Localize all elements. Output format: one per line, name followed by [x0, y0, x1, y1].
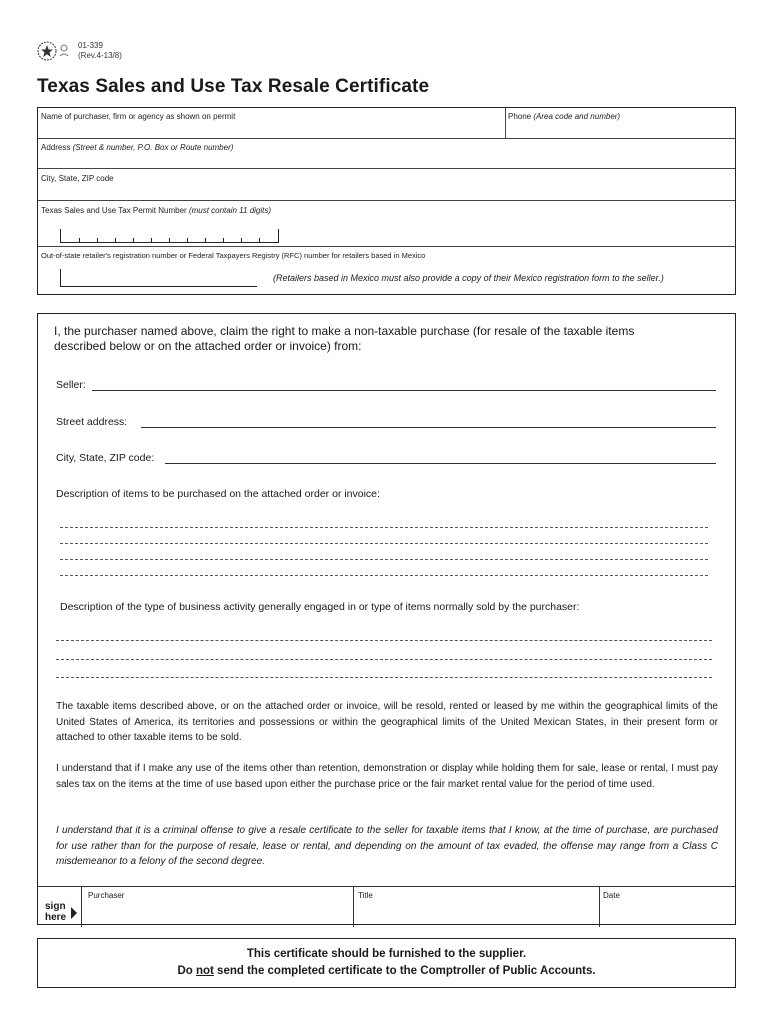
- sign-text: sign: [45, 901, 66, 912]
- business-description-label: Description of the type of business activity generally engaged in or type of items normally sold by the purchaser:: [60, 601, 580, 613]
- city-row: [38, 168, 735, 201]
- address-label-group: [41, 143, 233, 152]
- mexico-note: (Retailers based in Mexico must also provide a copy of their Mexico registration form to the seller.): [273, 273, 664, 283]
- out-of-state-number-field[interactable]: [60, 269, 257, 287]
- items-description-line[interactable]: [60, 527, 708, 528]
- out-of-state-label: Out-of-state retailer's registration number or Federal Taxpayers Registry (RFC) number for retailers based in Mexico: [41, 251, 426, 260]
- page-title: Texas Sales and Use Tax Resale Certificate: [37, 76, 430, 97]
- business-description-line[interactable]: [56, 659, 712, 660]
- claim-section: [37, 313, 736, 925]
- items-description-line[interactable]: [60, 543, 708, 544]
- permit-number-field[interactable]: [60, 229, 279, 243]
- phone-label: Phone: [508, 112, 532, 121]
- digit-tick: [205, 238, 206, 242]
- arrow-right-icon: [71, 907, 77, 919]
- date-label: Date: [603, 891, 620, 900]
- permit-hint: (must contain 11 digits): [188, 206, 272, 215]
- purchaser-signature-field[interactable]: [82, 887, 352, 927]
- permit-label: Texas Sales and Use Tax Permit Number: [41, 206, 187, 215]
- purchaser-info-section: [37, 107, 736, 295]
- digit-tick: [79, 238, 80, 242]
- purchaser-name-row: [38, 108, 735, 139]
- digit-tick: [187, 238, 188, 242]
- phone-label-group: [508, 112, 620, 121]
- digit-tick: [133, 238, 134, 242]
- form-number: 01-339: [78, 41, 103, 50]
- street-address-label: Street address:: [56, 416, 128, 428]
- title-field[interactable]: [354, 887, 598, 927]
- claim-statement: I, the purchaser named above, claim the right to make a non-taxable purchase (for resale of the taxable items described below or on the attached order or invoice) from:: [54, 324, 635, 353]
- address-label: Address: [41, 143, 71, 152]
- use-tax-statement: I understand that if I make any use of the items other than retention, demonstration or display while holding them for sale, lease or rental, I must pay sales tax on the items at the time of use based upon either the purchase price or the fair market rental value for the period of time used.: [56, 763, 718, 790]
- sign-here-badge: [41, 893, 73, 921]
- purchaser-signature-label: Purchaser: [88, 891, 125, 900]
- address-row: [38, 138, 735, 169]
- street-address-input-line[interactable]: [141, 427, 716, 428]
- items-description-label: Description of items to be purchased on the attached order or invoice:: [56, 488, 380, 500]
- city-label: City, State, ZIP code: [41, 174, 114, 183]
- title-label: Title: [358, 891, 373, 900]
- items-description-line[interactable]: [60, 559, 708, 560]
- signature-row: [38, 886, 735, 927]
- purchaser-name-label: Name of purchaser, firm or agency as shown on permit: [41, 112, 236, 121]
- date-field[interactable]: [600, 887, 735, 927]
- digit-tick-end: [278, 229, 279, 242]
- digit-tick: [259, 238, 260, 242]
- digit-tick: [115, 238, 116, 242]
- business-description-line[interactable]: [56, 640, 712, 641]
- footer-line-1: This certificate should be furnished to the supplier.: [246, 948, 527, 960]
- footer-not-emphasis: not: [195, 965, 214, 977]
- form-revision: (Rev.4-13/8): [78, 51, 122, 60]
- permit-label-group: [41, 206, 271, 215]
- business-description-line[interactable]: [56, 677, 712, 678]
- digit-tick: [151, 238, 152, 242]
- digit-tick: [223, 238, 224, 242]
- form-number-block: [78, 41, 122, 61]
- seller-city-label: City, State, ZIP code:: [56, 452, 155, 464]
- digit-tick: [241, 238, 242, 242]
- footer-line-2: [38, 963, 735, 980]
- seller-input-line[interactable]: [92, 390, 716, 391]
- digit-tick: [97, 238, 98, 242]
- texas-seal-logo: [36, 40, 76, 62]
- phone-hint: (Area code and number): [533, 112, 621, 121]
- items-description-line[interactable]: [60, 575, 708, 576]
- resale-statement: The taxable items described above, or on the attached order or invoice, will be resold, rented or leased by me within the geographical limits of the United States of America, its territories and possessions or within the geographical limits of the United Mexican States, in their present form or attached to other taxable items to be sold.: [56, 701, 718, 743]
- footer-notice: [37, 938, 736, 988]
- here-text: here: [45, 912, 67, 923]
- divider: [505, 108, 506, 138]
- seller-label: Seller:: [56, 379, 86, 391]
- digit-tick: [169, 238, 170, 242]
- divider: [38, 246, 735, 247]
- criminal-offense-statement: I understand that it is a criminal offense to give a resale certificate to the seller for taxable items that I know, at the time of purchase, are purchased for use rather than for the purpose of resale, lease or rental, and depending on the amount of tax evaded, the offense may range from a Class C misdemeanor to a felony of the second degree.: [56, 825, 718, 867]
- seller-city-input-line[interactable]: [165, 463, 716, 464]
- footer-line-2-post: send the completed certificate to the Comptroller of Public Accounts.: [213, 965, 596, 977]
- address-hint: (Street & number, P.O. Box or Route number): [72, 143, 234, 152]
- footer-line-2-pre: Do: [177, 965, 196, 977]
